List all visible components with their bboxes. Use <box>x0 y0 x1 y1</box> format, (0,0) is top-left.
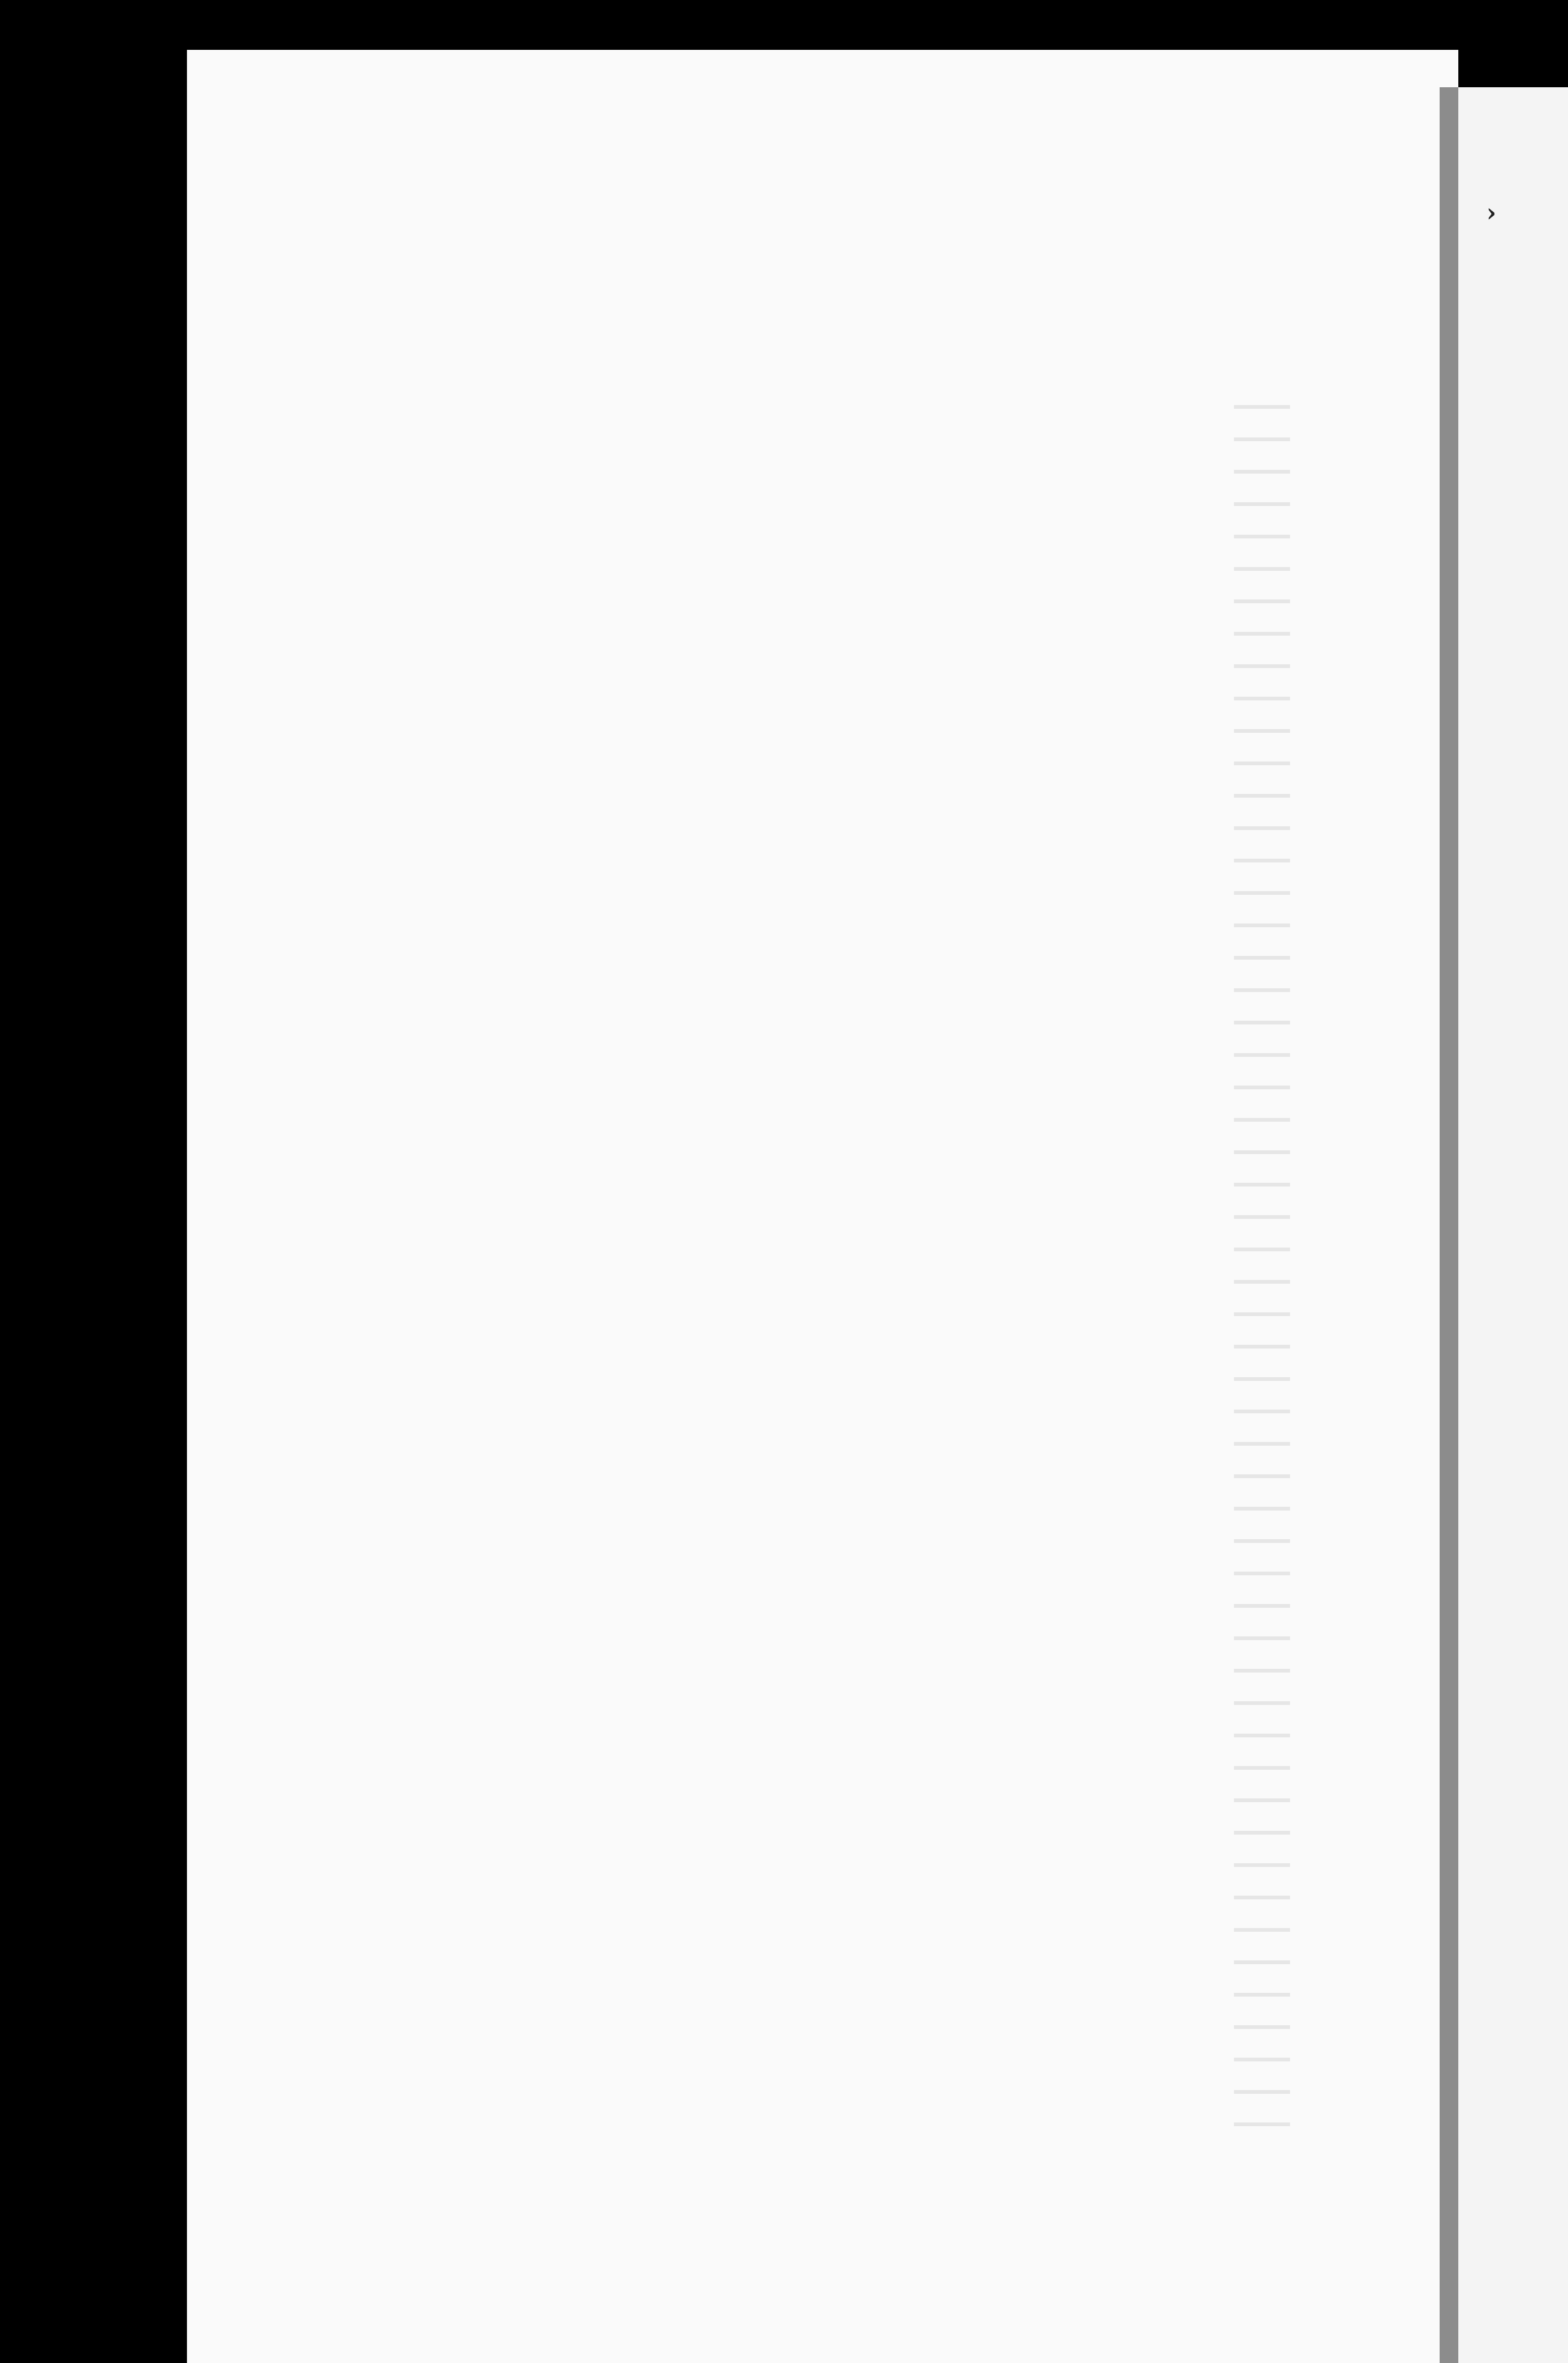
bleed-through-text <box>1234 386 1290 2131</box>
facing-page <box>1458 87 1568 2363</box>
facing-page-mark: › <box>1486 198 1496 227</box>
page-gutter <box>1440 87 1458 2363</box>
